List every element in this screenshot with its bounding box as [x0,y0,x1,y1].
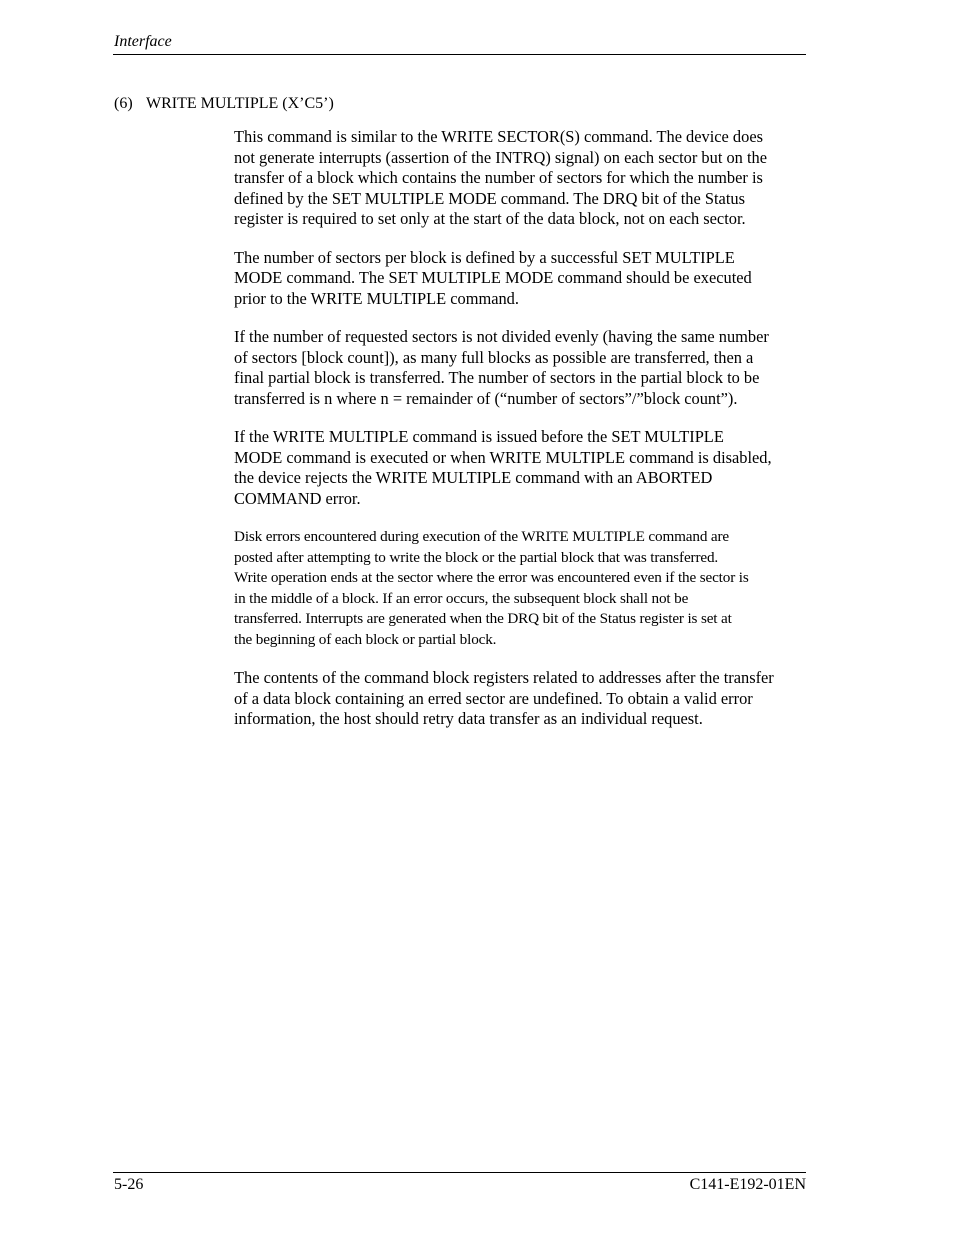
body-text [234,127,808,748]
text-line: MODE command is executed or when WRITE MULTIPLE command is disabled, [234,447,772,467]
paragraph-4 [234,427,808,509]
header-rule [113,54,806,55]
text-line: information, the host should retry data transfer as an individual request. [234,709,703,728]
text-line: of a data block containing an erred sector are undefined. To obtain a valid error [234,688,753,708]
text-line: transferred. Interrupts are generated when the DRQ bit of the Status register is set at [234,610,732,627]
text-line: final partial block is transferred. The number of sectors in the partial block to be [234,368,760,387]
footer-rule [113,1172,806,1173]
document-code: C141-E192-01EN [689,1176,806,1193]
text-line: This command is similar to the WRITE SECTOR(S) command. The device does [234,127,763,146]
text-line: If the WRITE MULTIPLE command is issued before the SET MULTIPLE [234,427,724,446]
text-line: MODE command. The SET MULTIPLE MODE command should be executed [234,268,752,287]
text-line: transfer of a block which contains the number of sectors for which the number is [234,168,763,187]
text-line: in the middle of a block. If an error occurs, the subsequent block shall not be [234,589,689,607]
section-number: (6) [114,95,133,112]
text-line: COMMAND error. [234,488,361,508]
text-line: the beginning of each block or partial block. [234,630,497,648]
paragraph-5 [234,527,808,650]
text-line: register is required to set only at the start of the data block, not on each sector. [234,209,746,228]
paragraph-6 [234,668,808,730]
text-line: defined by the SET MULTIPLE MODE command. The DRQ bit of the Status [234,188,745,208]
text-line: Disk errors encountered during execution of the WRITE MULTIPLE command are [234,528,730,545]
paragraph-3 [234,327,808,409]
text-line: prior to the WRITE MULTIPLE command. [234,288,519,308]
paragraph-1 [234,127,808,230]
text-line: posted after attempting to write the block or the partial block that was transferred. [234,548,719,566]
text-line: of sectors [block count]), as many full blocks as possible are transferred, then a [234,347,754,367]
paragraph-2 [234,248,808,310]
section-title: WRITE MULTIPLE (X’C5’) [146,95,334,112]
section-heading [114,94,334,114]
text-line: The number of sectors per block is defined by a successful SET MULTIPLE [234,247,735,267]
page-number: 5-26 [114,1176,144,1193]
text-line: If the number of requested sectors is not divided evenly (having the same number [234,327,769,346]
text-line: The contents of the command block registers related to addresses after the transfer [234,668,774,687]
text-line: not generate interrupts (assertion of the INTRQ) signal) on each sector but on the [234,147,767,167]
text-line: Write operation ends at the sector where the error was encountered even if the sector is [234,569,749,586]
text-line: the device rejects the WRITE MULTIPLE command with an ABORTED [234,468,713,487]
running-header: Interface [114,33,172,50]
text-line: transferred is n where n = remainder of (“number of sectors”/”block count”). [234,388,738,408]
